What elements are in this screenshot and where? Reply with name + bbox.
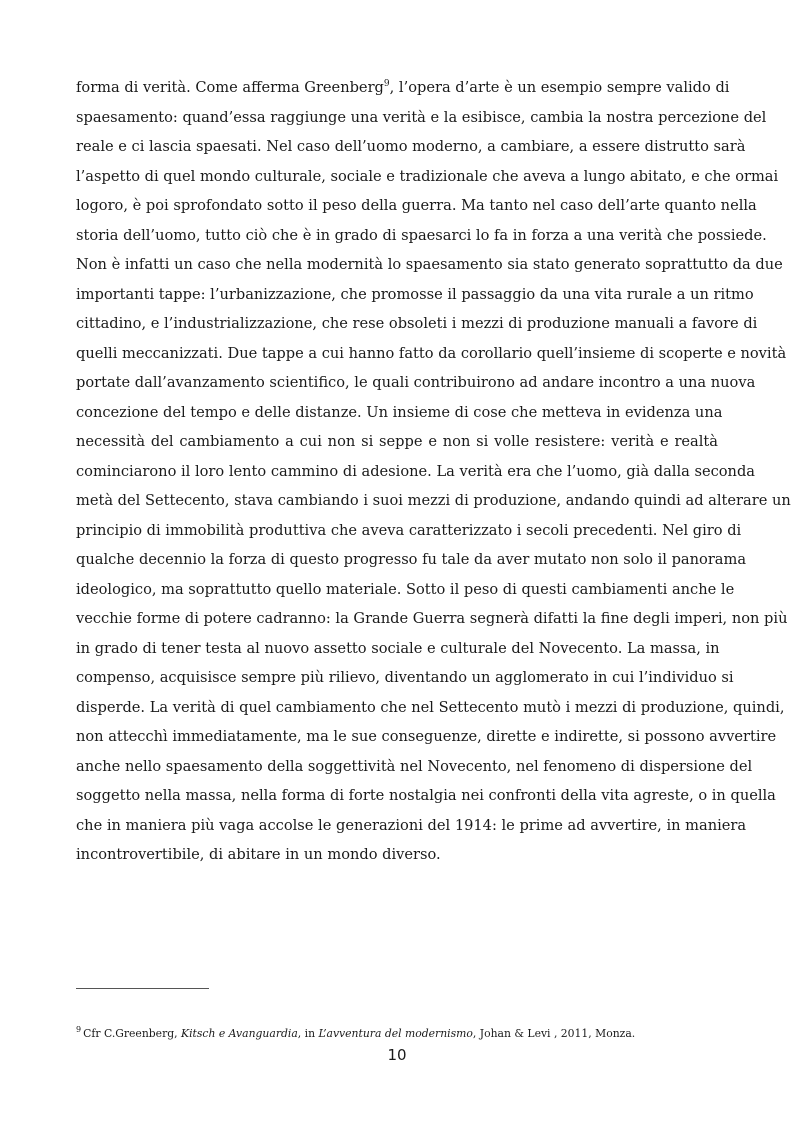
text-line: spaesamento: quand’essa raggiunge una verità e la esibisce, cambia la nostra percezione del	[76, 108, 767, 126]
text-line: quelli meccanizzati. Due tappe a cui hanno fatto da corollario quell’insieme di scoperte e novità	[76, 344, 787, 362]
text-line: l’aspetto di quel mondo culturale, sociale e tradizionale che aveva a lungo abitato, e che ormai	[76, 167, 779, 185]
footnote	[76, 1026, 718, 1041]
text-line: logoro, è poi sprofondato sotto il peso della guerra. Ma tanto nel caso dell’arte quanto nella	[76, 197, 757, 214]
footnote-title: Kitsch e Avanguardia	[181, 1027, 298, 1040]
text-line: storia dell’uomo, tutto ciò che è in grado di spaesarci lo fa in forza a una verità che possiede.	[76, 226, 767, 244]
footnote-book-title: L’avventura del modernismo	[318, 1027, 473, 1040]
text-segment: , l’opera d’arte è un esempio sempre valido di	[389, 79, 730, 96]
text-line: cittadino, e l’industrializzazione, che rese obsoleti i mezzi di produzione manuali a favore di	[76, 315, 758, 332]
text-line: disperde. La verità di quel cambiamento che nel Settecento mutò i mezzi di produzione, quindi,	[76, 698, 785, 716]
text-line: compenso, acquisisce sempre più rilievo, diventando un agglomerato in cui l’individuo si	[76, 669, 734, 686]
body-paragraph	[76, 73, 791, 870]
text-line: incontrovertibile, di abitare in un mondo diverso.	[76, 846, 441, 863]
footnote-divider	[76, 988, 209, 989]
text-line: concezione del tempo e delle distanze. Un insieme di cose che metteva in evidenza una	[76, 403, 723, 421]
text-line: reale e ci lascia spaesati. Nel caso dell’uomo moderno, a cambiare, a essere distrutto sarà	[76, 138, 746, 155]
text-line	[76, 73, 730, 103]
footnote-middle: , in	[297, 1027, 319, 1040]
text-line: anche nello spaesamento della soggettività nel Novecento, nel fenomeno di dispersione del	[76, 757, 753, 775]
text-line: soggetto nella massa, nella forma di forte nostalgia nei confronti della vita agreste, o in quella	[76, 787, 776, 804]
text-line: Non è infatti un caso che nella modernità lo spaesamento sia stato generato soprattutto da due	[76, 256, 783, 273]
footnote-mark: 9	[76, 1025, 82, 1035]
footnote-suffix: , Johan & Levi , 2011, Monza.	[472, 1027, 636, 1040]
text-line: in grado di tener testa al nuovo assetto sociale e culturale del Novecento. La massa, in	[76, 639, 720, 657]
footnote-prefix: Cfr C.Greenberg,	[83, 1027, 182, 1040]
text-line: qualche decennio la forza di questo progresso fu tale da aver mutato non solo il panorama	[76, 551, 747, 568]
text-line: ideologico, ma soprattutto quello materiale. Sotto il peso di questi cambiamenti anche le	[76, 580, 735, 598]
text-line: metà del Settecento, stava cambiando i suoi mezzi di produzione, andando quindi ad alterare un	[76, 492, 791, 509]
text-line: portate dall’avanzamento scientifico, le quali contribuirono ad andare incontro a una nuova	[76, 374, 756, 391]
text-line: principio di immobilità produttiva che aveva caratterizzato i secoli precedenti. Nel giro di	[76, 521, 742, 539]
page-number: 10	[387, 1046, 407, 1064]
text-segment: forma di verità. Come afferma Greenberg	[76, 79, 384, 96]
text-line: cominciarono il loro lento cammino di adesione. La verità era che l’uomo, già dalla seconda	[76, 462, 755, 480]
text-line: che in maniera più vaga accolse le generazioni del 1914: le prime ad avvertire, in maniera	[76, 816, 747, 834]
text-line: vecchie forme di potere cadranno: la Grande Guerra segnerà difatti la fine degli imperi, non più	[76, 610, 788, 627]
text-line: importanti tappe: l’urbanizzazione, che promosse il passaggio da una vita rurale a un ritmo	[76, 285, 754, 303]
text-line: non attecchì immediatamente, ma le sue conseguenze, dirette e indirette, si possono avvertire	[76, 728, 777, 745]
footnote-reference[interactable]: 9	[383, 79, 390, 90]
text-line: necessità del cambiamento a cui non si seppe e non si volle resistere: verità e realtà	[76, 433, 718, 450]
